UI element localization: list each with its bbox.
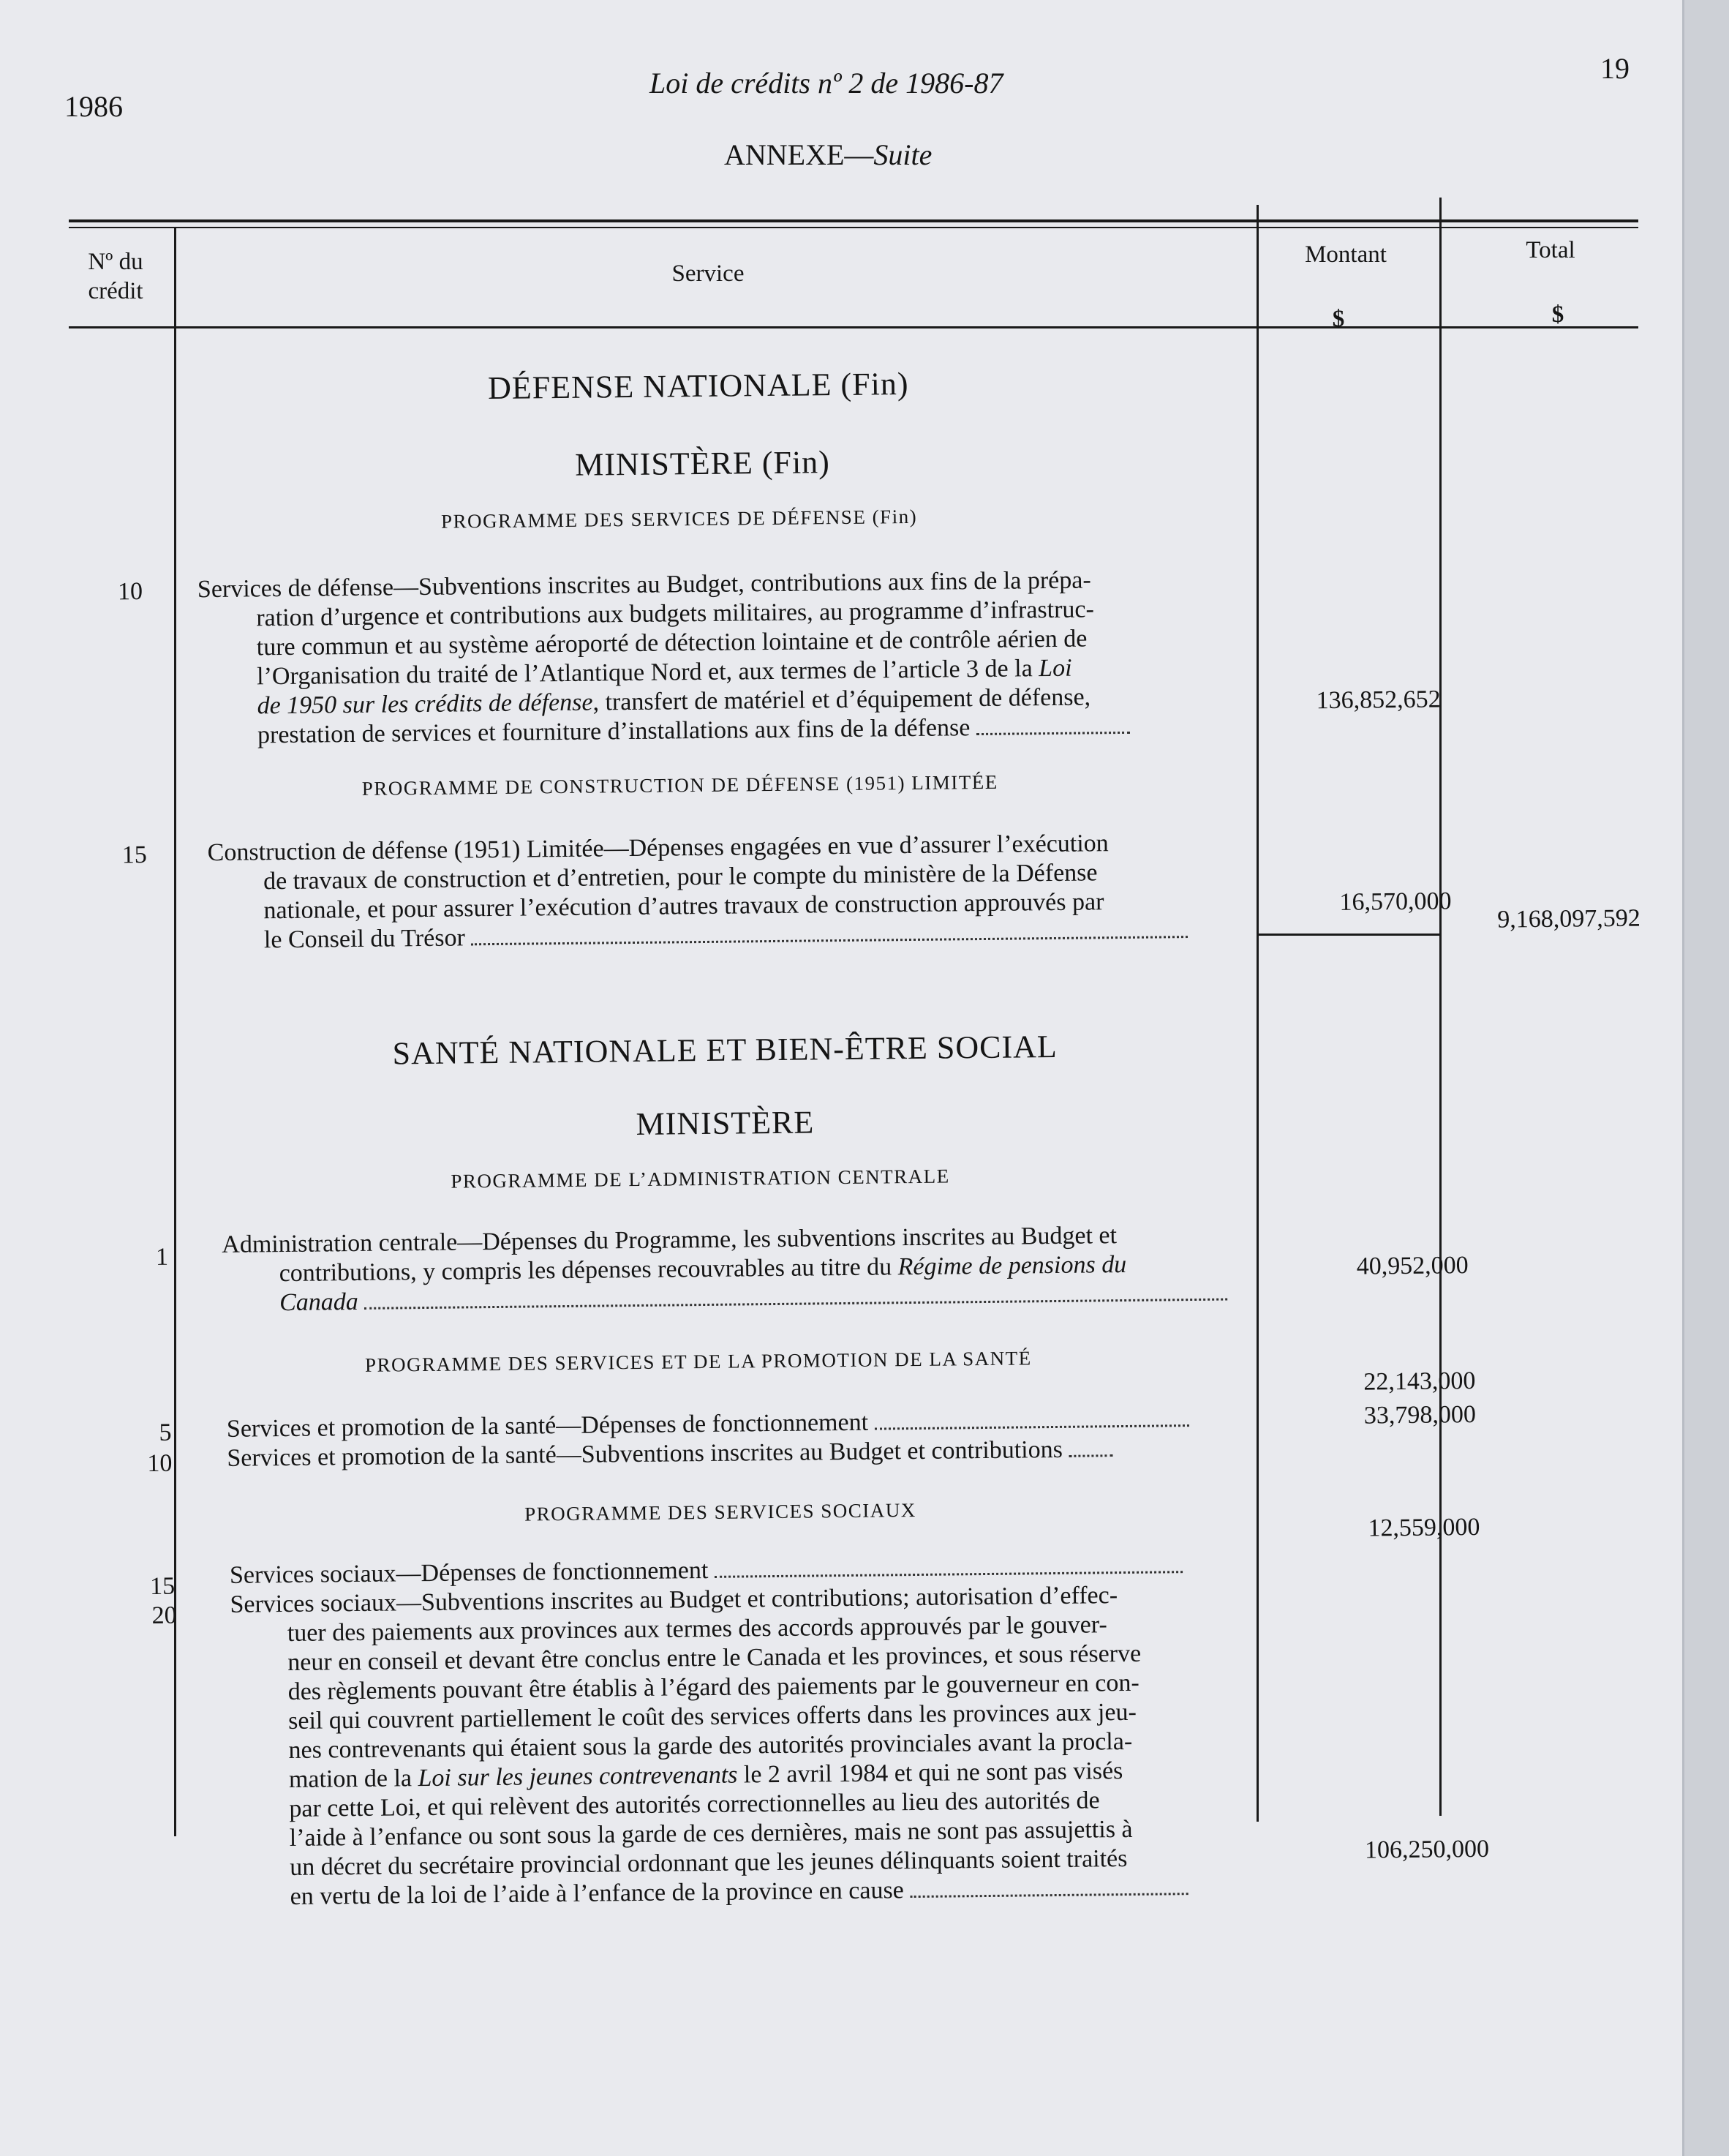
col-montant-header: Montant xyxy=(1305,241,1387,268)
col-credit-line1: Nº du xyxy=(88,249,143,275)
annex-title xyxy=(724,138,932,172)
vote-text-segment: mation de la xyxy=(288,1765,413,1793)
col-service-header: Service xyxy=(671,260,745,287)
col-credit-line2: crédit xyxy=(88,278,143,304)
vote-text-italic: Régime de pensions du xyxy=(897,1250,1127,1281)
vote-text-line: par cette Loi, et qui relèvent des autorités correctionnelles au lieu des autorités de xyxy=(289,1787,1100,1822)
leader-dots xyxy=(715,1568,1183,1578)
column-divider-service xyxy=(1257,205,1259,1822)
col-credit-header xyxy=(72,247,159,306)
vote-text-line: nationale, et pour assurer l’exécution d’autres travaux de construction approuvés par xyxy=(263,888,1104,925)
vote-text-segment: le Conseil du Trésor xyxy=(263,924,465,954)
currency-total: $ xyxy=(1551,301,1564,328)
vote-text-line: Services de défense—Subventions inscrites au Budget, contributions aux fins de la prépa- xyxy=(197,566,1091,604)
vote-number: 10 xyxy=(147,1449,173,1477)
header-title: Loi de crédits nº 2 de 1986-87 xyxy=(649,67,1003,99)
program-title-defense-services: PROGRAMME DES SERVICES DE DÉFENSE (Fin) xyxy=(440,505,918,533)
vote-number: 10 xyxy=(117,578,143,606)
vote-number: 15 xyxy=(121,841,147,869)
vote-number: 5 xyxy=(159,1419,172,1446)
program-title-central-admin: PROGRAMME DE L’ADMINISTRATION CENTRALE xyxy=(451,1165,950,1192)
vote-text-line: seil qui couvrent partiellement le coût des services offerts dans les provinces aux jeu- xyxy=(287,1698,1137,1735)
vote-amount: 40,952,000 xyxy=(1356,1252,1469,1280)
vote-text-line: ture commun et au système aéroporté de détection lointaine et de contrôle aérien de xyxy=(256,625,1088,661)
vote-amount: 33,798,000 xyxy=(1363,1400,1477,1430)
vote-amount: 22,143,000 xyxy=(1363,1367,1476,1396)
vote-text-segment: le 2 avril 1984 et qui ne sont pas visés xyxy=(743,1757,1123,1789)
annex-title-italic: Suite xyxy=(873,138,933,171)
vote-number: 1 xyxy=(155,1243,169,1271)
vote-amount: 136,852,652 xyxy=(1316,686,1441,715)
vote-text-segment: , transfert de matériel et d’équipement de défense, xyxy=(592,683,1091,716)
vote-text-line: ration d’urgence et contributions aux budgets militaires, au programme d’infrastruc- xyxy=(256,596,1095,632)
program-title-health-promotion: PROGRAMME DES SERVICES ET DE LA PROMOTION DE LA SANTÉ xyxy=(364,1347,1032,1376)
vote-text-italic: Loi xyxy=(1038,654,1072,683)
vote-text-segment: Services et promotion de la santé—Dépenses de fonctionnement xyxy=(226,1408,869,1443)
subtotal-rule xyxy=(1258,934,1441,936)
vote-text-segment: Services et promotion de la santé—Subventions inscrites au Budget et contributions xyxy=(227,1435,1063,1472)
vote-text-line: nes contrevenants qui étaient sous la garde des autorités provinciales avant la procla- xyxy=(288,1727,1133,1764)
table-header-rule xyxy=(69,326,1638,328)
vote-text-line: de travaux de construction et d’entretien, pour le compte du ministère de la Défense xyxy=(263,859,1098,895)
vote-text-segment: en vertu de la loi de l’aide à l’enfance de la province en cause xyxy=(290,1877,904,1910)
vote-text-line: tuer des paiements aux provinces aux termes des accords approuvés par le gouver- xyxy=(287,1611,1107,1648)
section-total-amount: 9,168,097,592 xyxy=(1497,904,1641,934)
vote-text-segment: Services sociaux—Dépenses de fonctionnement xyxy=(229,1556,709,1589)
vote-text-line: un décret du secrétaire provincial ordonnant que les jeunes délinquants soient traités xyxy=(290,1844,1128,1881)
program-title-social-services: PROGRAMME DES SERVICES SOCIAUX xyxy=(524,1498,916,1525)
vote-text-line: Construction de défense (1951) Limitée—Dépenses engagées en vue d’assurer l’exécution xyxy=(207,830,1109,867)
col-total-header: Total xyxy=(1526,237,1575,263)
table-top-rule xyxy=(69,219,1638,222)
section-title-sante: SANTÉ NATIONALE ET BIEN-ÊTRE SOCIAL xyxy=(392,1028,1058,1072)
annex-title-plain: ANNEXE— xyxy=(724,138,874,171)
vote-amount: 12,559,000 xyxy=(1368,1513,1480,1542)
vote-text-line: neur en conseil et devant être conclus entre le Canada et les provinces, et sous réserve xyxy=(287,1639,1142,1677)
header-year: 1986 xyxy=(64,90,123,123)
vote-text-line: Services sociaux—Subventions inscrites au Budget et contributions; autorisation d’effec- xyxy=(230,1582,1118,1618)
vote-text-line: des règlements pouvant être établis à l’égard des paiements par le gouverneur en con- xyxy=(287,1669,1140,1706)
vote-text-line: l’aide à l’enfance ou sont sous la garde de ces dernières, mais ne sont pas assujettis à xyxy=(289,1815,1133,1852)
leader-dots xyxy=(471,933,1188,945)
ministry-title-defense: MINISTÈRE (Fin) xyxy=(574,444,831,483)
leader-dots xyxy=(364,1296,1227,1310)
leader-dots xyxy=(875,1421,1189,1430)
currency-montant: $ xyxy=(1332,306,1345,332)
column-divider-montant xyxy=(1439,198,1442,1816)
ministry-title-sante: MINISTÈRE xyxy=(636,1104,815,1142)
page-edge xyxy=(1682,0,1729,2156)
vote-amount: 16,570,000 xyxy=(1339,887,1452,916)
vote-text-italic: Loi sur les jeunes contrevenants xyxy=(418,1761,738,1792)
vote-text-segment: contributions, y compris les dépenses recouvrables au titre du xyxy=(279,1253,892,1288)
vote-text-italic: Canada xyxy=(279,1288,359,1317)
vote-number: 15 xyxy=(150,1572,176,1600)
section-title-defense: DÉFENSE NATIONALE (Fin) xyxy=(487,366,909,407)
vote-text-segment: prestation de services et fourniture d’installations aux fins de la défense xyxy=(257,714,971,749)
leader-dots xyxy=(976,729,1130,735)
program-title-defense-construction: PROGRAMME DE CONSTRUCTION DE DÉFENSE (1951) LIMITÉE xyxy=(361,770,998,800)
table-top-rule-thin xyxy=(69,227,1638,228)
page-number: 19 xyxy=(1600,52,1630,85)
vote-amount: 106,250,000 xyxy=(1364,1835,1490,1864)
leader-dots xyxy=(1069,1451,1112,1457)
vote-text-line: Administration centrale—Dépenses du Programme, les subventions inscrites au Budget et xyxy=(222,1222,1118,1258)
leader-dots xyxy=(910,1890,1188,1898)
vote-number: 20 xyxy=(151,1601,177,1629)
vote-text-segment: l’Organisation du traité de l’Atlantique Nord et, aux termes de l’article 3 de la xyxy=(256,655,1033,691)
vote-text-italic: de 1950 sur les crédits de défense xyxy=(257,688,593,720)
